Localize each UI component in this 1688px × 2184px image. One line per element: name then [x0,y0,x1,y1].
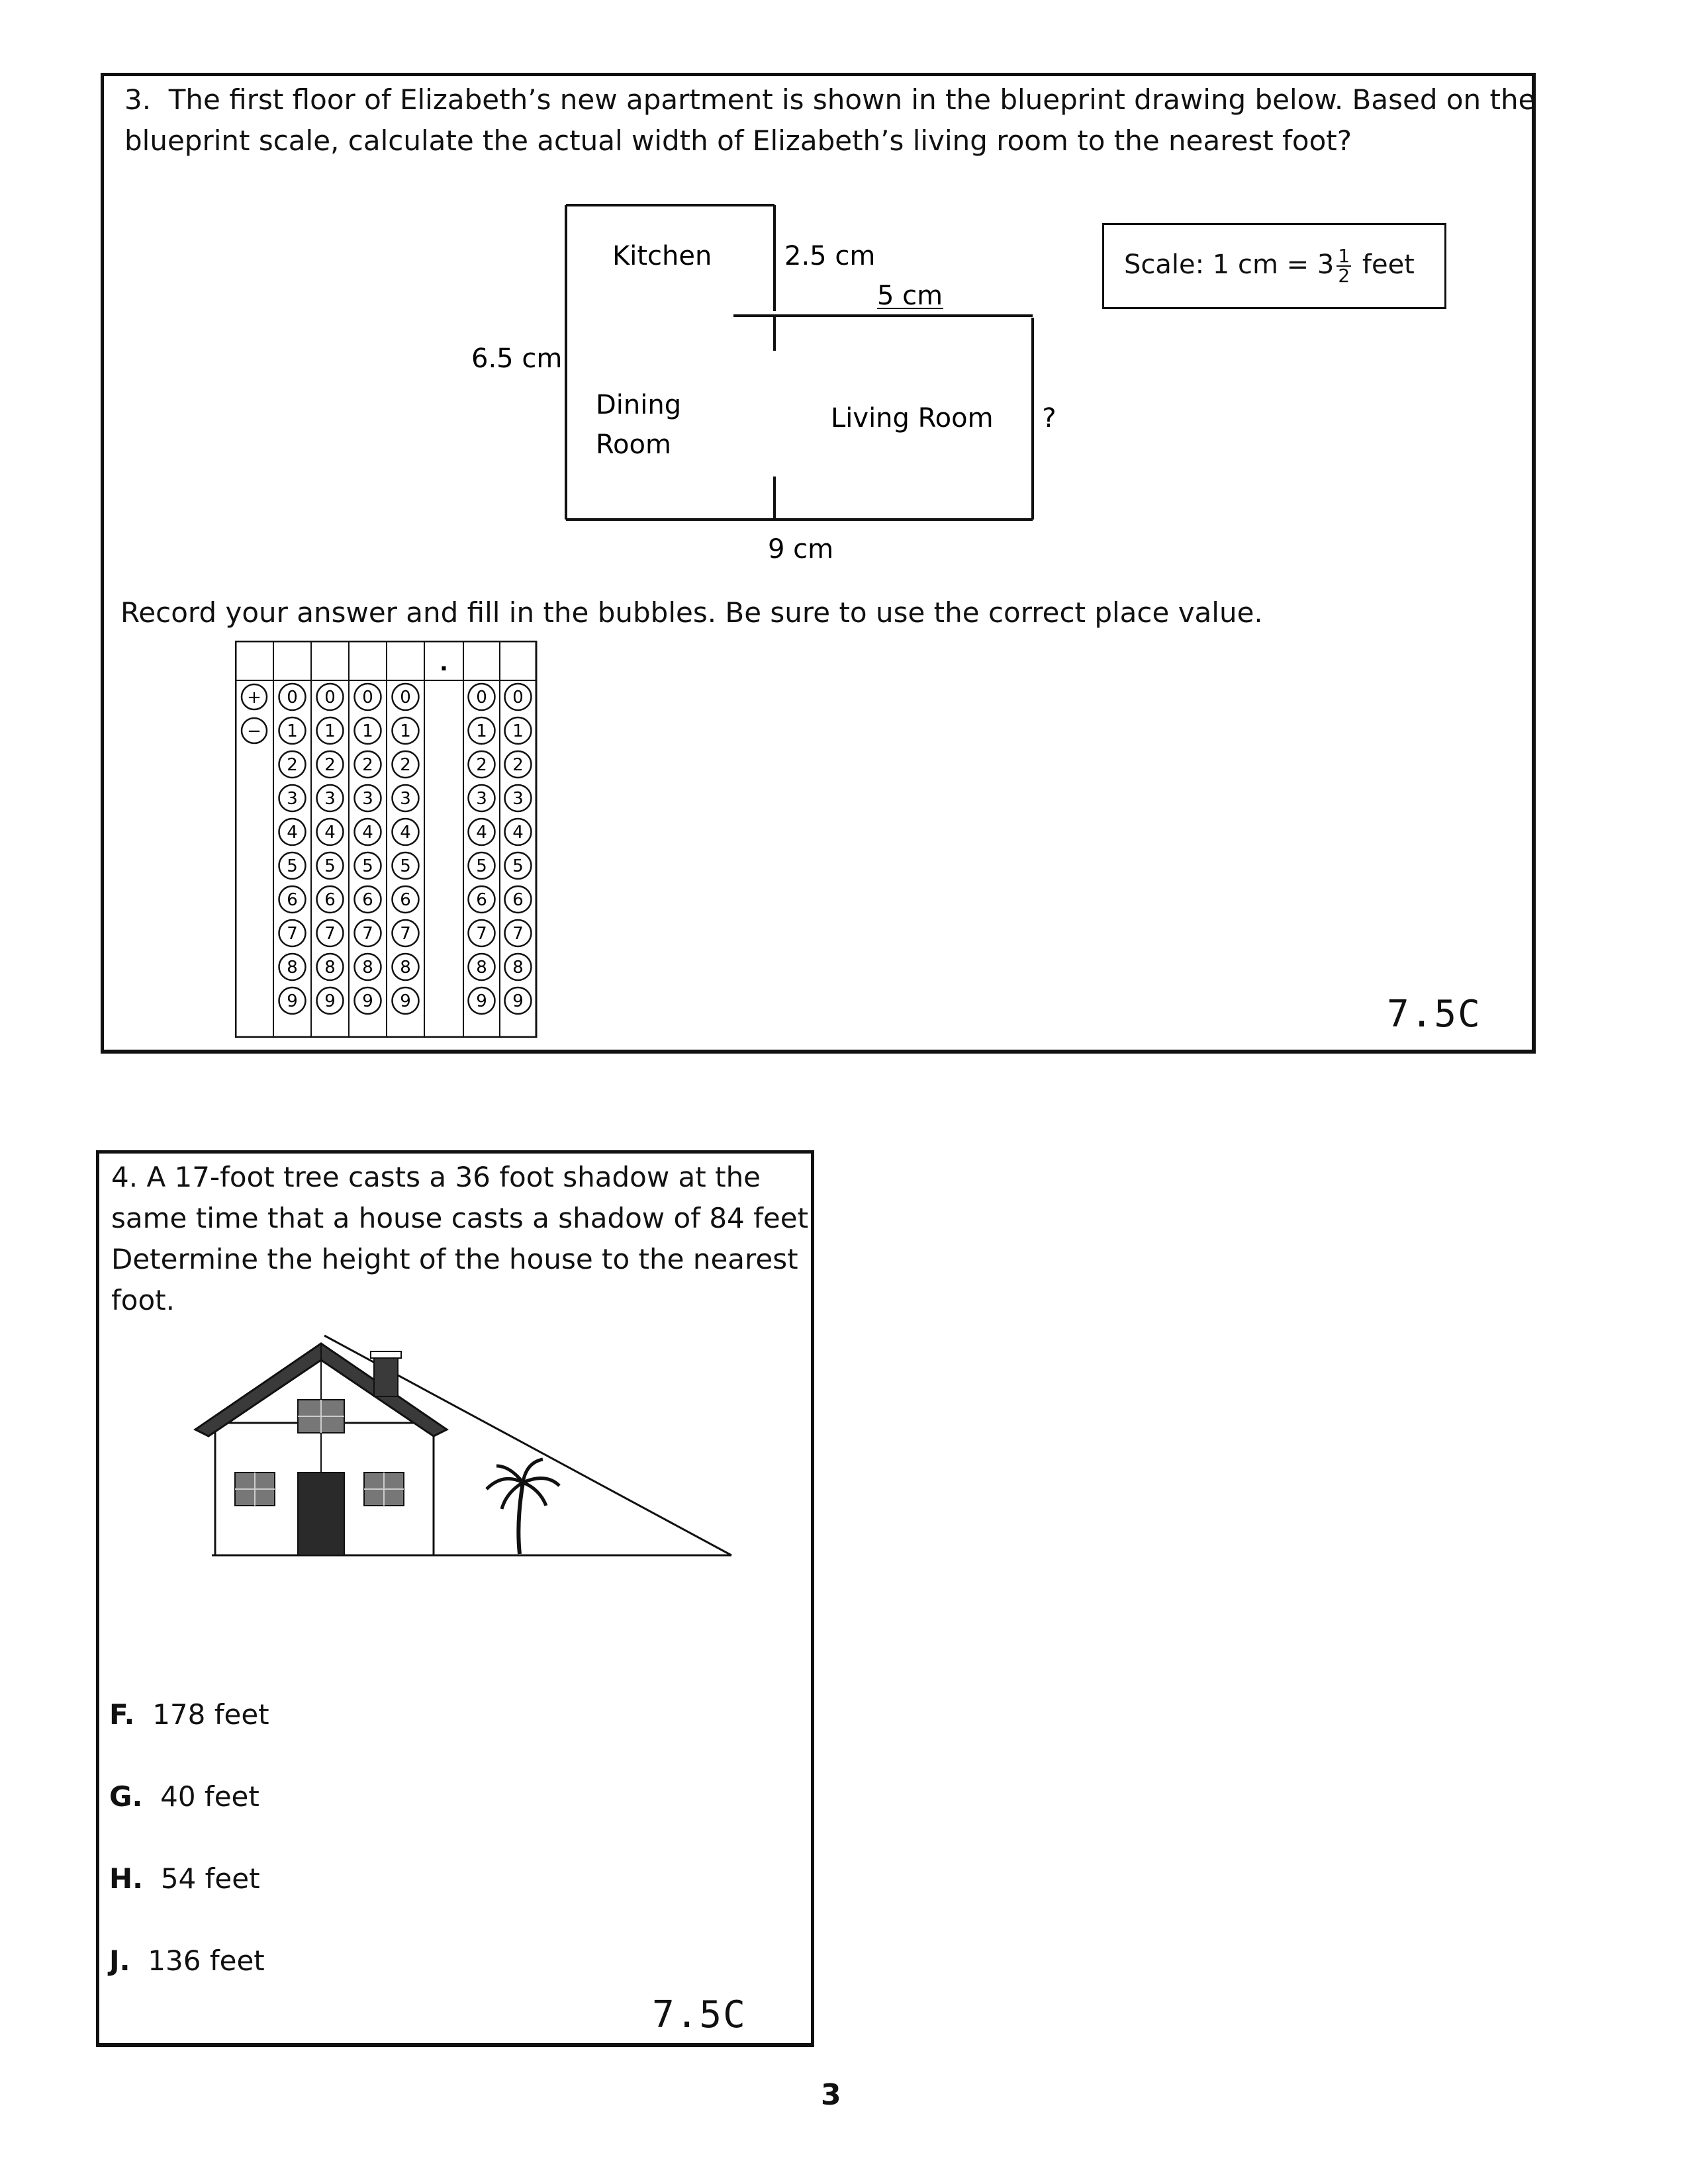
choice-h-letter: H. [109,1862,144,1895]
question-4-prompt-line2: same time that a house casts a shadow of 84 feet. [111,1202,818,1234]
digit-bubble-label: 1 [362,721,373,741]
digit-bubble-label: 1 [324,721,336,741]
scale-fraction [1336,247,1351,285]
digit-bubble-label: 4 [476,823,487,842]
digit-bubble-label: 1 [400,721,411,741]
digit-bubble-label: 5 [512,856,524,876]
digit-bubble-label: 3 [324,789,336,809]
digit-bubble-label: 0 [324,688,336,707]
digit-bubble-label: 6 [362,890,373,910]
scale-box [1102,223,1446,309]
digit-bubble-label: 1 [476,721,487,741]
digit-bubble-label: 0 [476,688,487,707]
dim-kitchen-width: 2.5 cm [784,241,876,271]
digit-bubble-label: 7 [512,924,524,944]
digit-bubble-label: 2 [362,755,373,775]
question-3-prompt-line1: The first floor of Elizabeth’s new apartment is shown in the blueprint drawing below. Based on the [168,83,1536,116]
digit-bubble-label: 9 [362,991,373,1011]
question-4-prompt-line1: A 17-foot tree casts a 36 foot shadow at the [146,1161,761,1193]
choice-f-letter: F. [109,1698,135,1731]
choice-h-text: 54 feet [160,1862,260,1895]
digit-bubble-label: 9 [512,991,524,1011]
digit-bubble-label: 8 [400,958,411,978]
answer-grid[interactable] [235,641,539,1040]
answer-choices [109,1694,269,1981]
choice-f[interactable] [109,1694,269,1735]
digit-bubble-label: 2 [287,755,298,775]
digit-bubble-label: 9 [324,991,336,1011]
digit-bubble-label: 2 [476,755,487,775]
digit-bubble-label: 2 [324,755,336,775]
digit-bubble-label: 8 [324,958,336,978]
digit-bubble-label: 7 [400,924,411,944]
living-room-label: Living Room [831,403,994,433]
sign-bubble-label: + [247,688,261,707]
choice-g-letter: G. [109,1780,143,1813]
digit-bubble-label: 4 [362,823,373,842]
digit-bubble-label: 0 [287,688,298,707]
digit-bubble-label: 7 [287,924,298,944]
digit-bubble-label: 6 [512,890,524,910]
answer-grid-svg [235,641,539,1038]
digit-bubble-label: 7 [324,924,336,944]
digit-bubble-label: 8 [476,958,487,978]
dining-label-line2: Room [596,430,671,460]
kitchen-label: Kitchen [612,241,712,271]
digit-bubble-label: 3 [362,789,373,809]
digit-bubble-label: 6 [324,890,336,910]
question-3-prompt [124,79,1536,161]
digit-bubble-label: 5 [287,856,298,876]
dining-label-line1: Dining [596,390,682,420]
digit-bubble-label: 8 [512,958,524,978]
choice-g[interactable] [109,1776,269,1817]
digit-bubble-label: 5 [400,856,411,876]
digit-bubble-label: 4 [512,823,524,842]
dim-unknown: ? [1042,403,1056,433]
digit-bubble-label: 0 [512,688,524,707]
dim-top: 5 cm [877,281,943,311]
choice-j-letter: J. [109,1944,130,1977]
digit-bubble-label: 5 [362,856,373,876]
blueprint-drawing [463,192,1059,576]
digit-bubble-label: 0 [362,688,373,707]
digit-bubble-label: 3 [287,789,298,809]
scale-fraction-denominator: 2 [1338,265,1350,287]
digit-bubble-label: 1 [287,721,298,741]
digit-bubble-label: 2 [400,755,411,775]
digit-bubble-label: 2 [512,755,524,775]
digit-bubble-label: 6 [400,890,411,910]
choice-j[interactable] [109,1940,269,1981]
question-4-prompt-line4: foot. [111,1284,175,1316]
digit-bubble-label: 4 [287,823,298,842]
choice-g-text: 40 feet [160,1780,259,1813]
digit-bubble-label: 3 [400,789,411,809]
digit-bubble-label: 9 [400,991,411,1011]
question-4-standard: 7.5C [652,1993,747,2036]
dim-left: 6.5 cm [471,343,563,374]
digit-bubble-label: 5 [324,856,336,876]
page-number: 3 [821,2078,841,2112]
question-4-prompt-line3: Determine the height of the house to the nearest [111,1243,798,1275]
digit-bubble-label: 8 [362,958,373,978]
grid-instructions: Record your answer and fill in the bubbles. Be sure to use the correct place value. [120,596,1263,629]
scale-fraction-numerator: 1 [1338,245,1350,267]
digit-bubble-label: 4 [324,823,336,842]
digit-bubble-label: 9 [287,991,298,1011]
choice-j-text: 136 feet [148,1944,265,1977]
palm-tree-icon [487,1459,559,1554]
digit-bubble-label: 8 [287,958,298,978]
choice-f-text: 178 feet [152,1698,269,1731]
question-3-standard: 7.5C [1387,993,1481,1036]
question-4-prompt [111,1157,817,1321]
digit-bubble-label: 6 [287,890,298,910]
digit-bubble-label: 1 [512,721,524,741]
choice-h[interactable] [109,1858,269,1899]
scale-prefix: Scale: 1 cm = 3 [1124,250,1335,280]
scale-suffix: feet [1354,250,1415,280]
digit-bubble-label: 9 [476,991,487,1011]
scale-text [1124,245,1415,285]
question-3-prompt-line2: blueprint scale, calculate the actual width of Elizabeth’s living room to the nearest foot? [124,124,1352,157]
digit-bubble-label: 6 [476,890,487,910]
digit-bubble-label: 7 [362,924,373,944]
digit-bubble-label: 3 [476,789,487,809]
sign-bubble-label: − [247,721,261,741]
question-4-number: 4. [111,1161,138,1193]
question-3-number: 3. [124,83,152,116]
digit-bubble-label: 7 [476,924,487,944]
decimal-point-marker: . [440,650,448,676]
house-tree-illustration [185,1330,741,1569]
digit-bubble-label: 3 [512,789,524,809]
digit-bubble-label: 5 [476,856,487,876]
digit-bubble-label: 4 [400,823,411,842]
dim-bottom: 9 cm [768,534,834,565]
digit-bubble-label: 0 [400,688,411,707]
